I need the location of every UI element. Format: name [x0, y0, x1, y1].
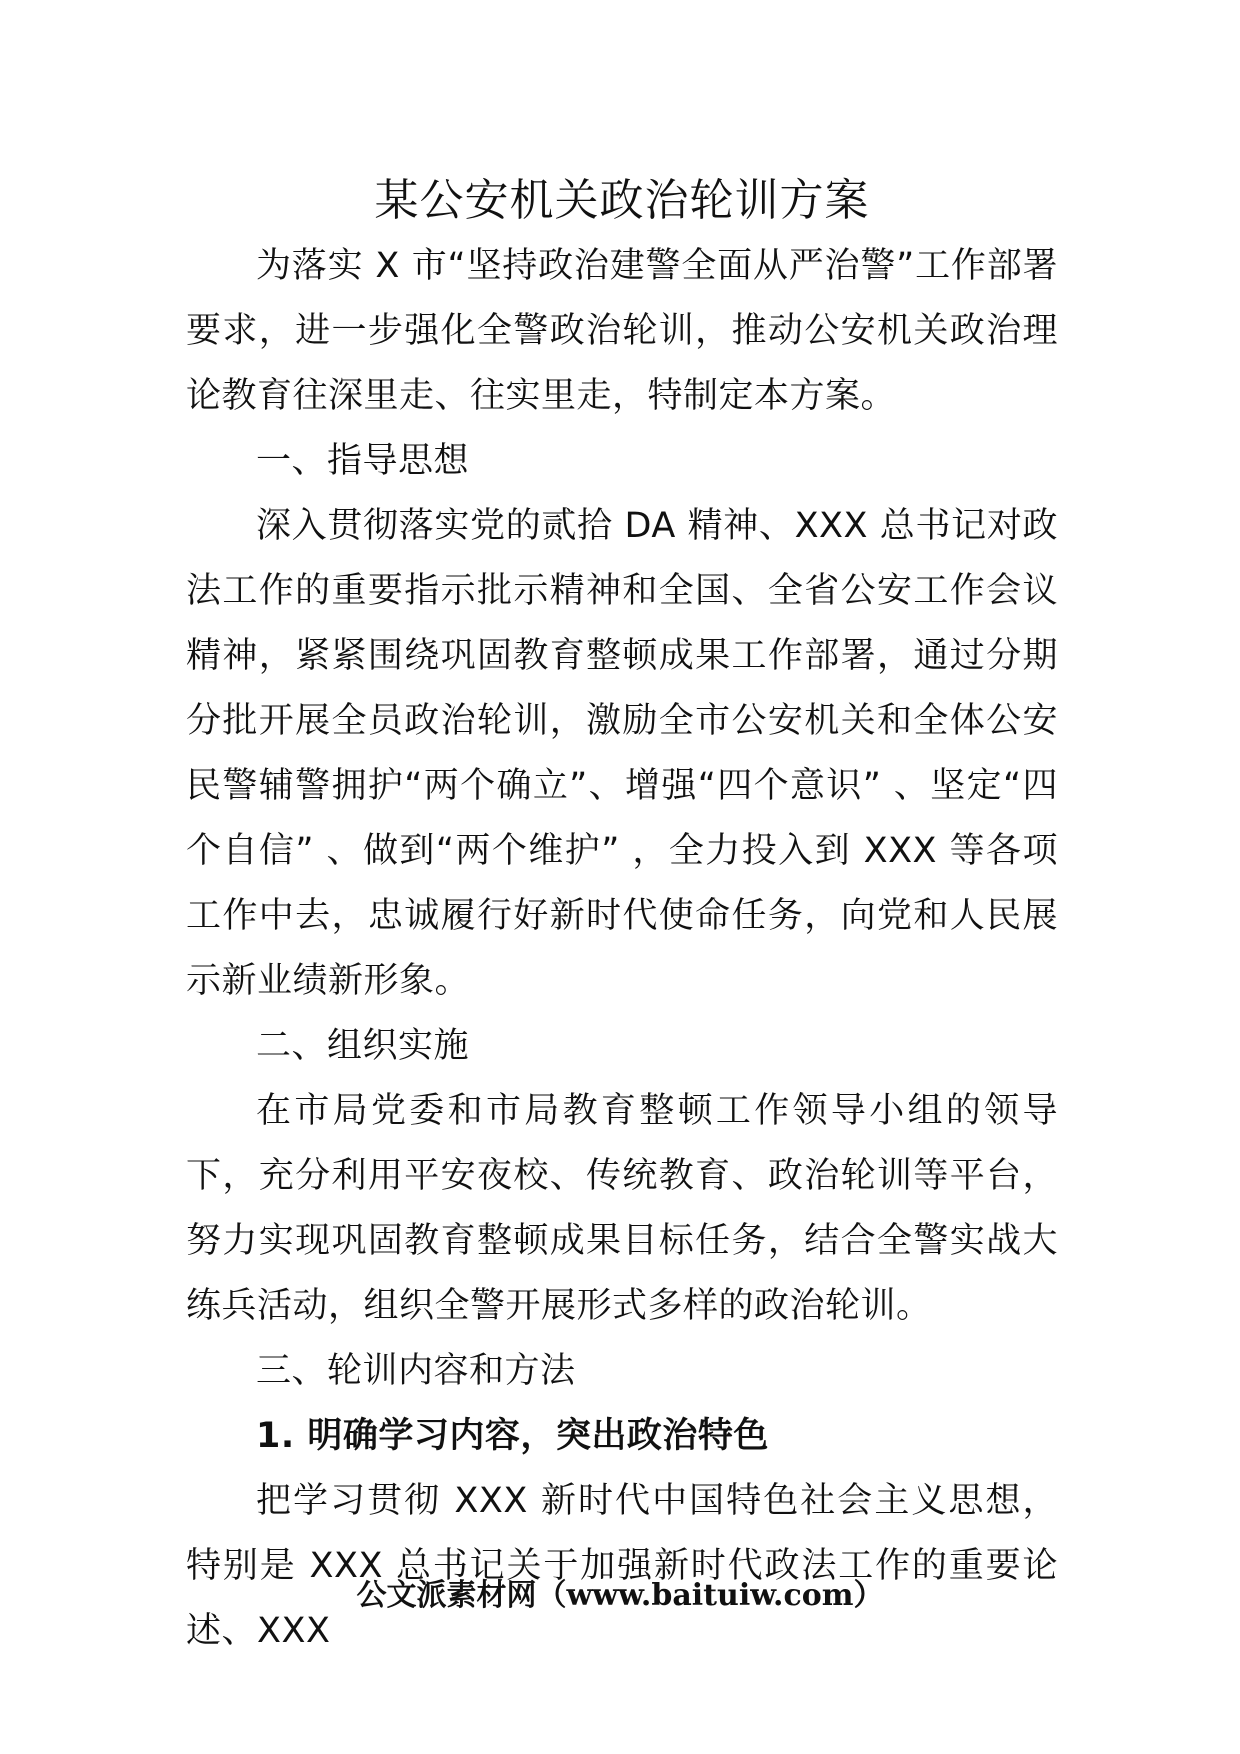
organization-paragraph: 在市局党委和市局教育整顿工作领导小组的领导下，充分利用平安夜校、传统教育、政治轮训等平台，努力实现巩固教育整顿成果目标任务，结合全警实战大练兵活动，组织全警开展形式多样的政治轮训。: [186, 1091, 1058, 1326]
learning-content-paragraph: 把学习贯彻 XXX 新时代中国特色社会主义思想，特别是 XXX 总书记关于加强新时代政法工作的重要论述、XXX: [186, 1481, 1058, 1651]
section-heading-organization: 二、组织实施: [256, 1026, 470, 1066]
section-heading-guiding-ideology: 一、指导思想: [256, 441, 470, 481]
intro-paragraph: 为落实 X 市“坚持政治建警全面从严治警”工作部署要求，进一步强化全警政治轮训，推动公安机关政治理论教育往深里走、往实里走，特制定本方案。: [186, 246, 1058, 416]
section-heading-content-methods: 三、轮训内容和方法: [256, 1351, 576, 1391]
guiding-ideology-paragraph: 深入贯彻落实党的贰拾 DA 精神、XXX 总书记对政法工作的重要指示批示精神和全国、全省公安工作会议精神，紧紧围绕巩固教育整顿成果工作部署，通过分期分批开展全员政治轮训，激励全市公安机关和全体公安民警辅警拥护“两个确立”、增强“四个意识” 、坚定“四个自信” 、做到“两个维护” ，全力投入到 XXX 等各项工作中去，忠诚履行好新时代使命任务，向党和人民展示新业绩新形象。: [186, 506, 1058, 1001]
footer-watermark-text: 公文派素材网（www.baituiw.com）: [356, 1578, 884, 1613]
document-body: [186, 168, 1058, 1664]
subsection-heading-learning-content: 1. 明确学习内容，突出政治特色: [256, 1416, 769, 1456]
document-title: 某公安机关政治轮训方案: [374, 175, 870, 226]
